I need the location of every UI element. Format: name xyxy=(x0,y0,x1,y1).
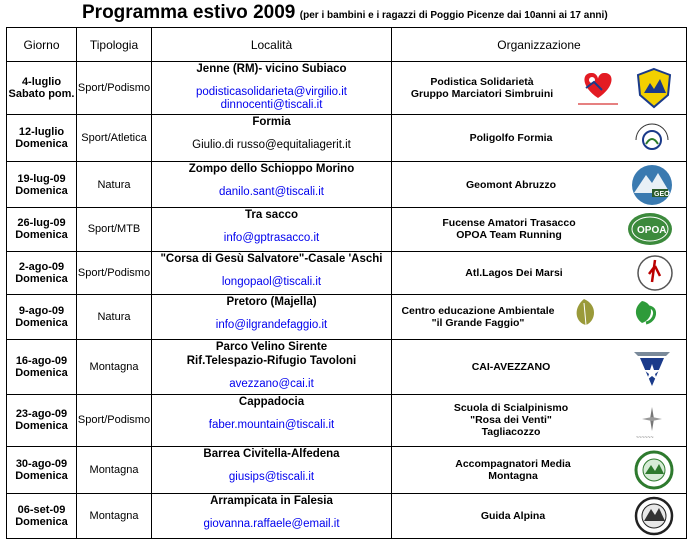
cai-logo xyxy=(630,344,674,390)
table-row xyxy=(7,161,687,207)
cell-organizzazione xyxy=(392,340,687,394)
cell-localita xyxy=(152,62,392,115)
day-text: Domenica xyxy=(15,469,68,482)
opoa-logo xyxy=(626,210,674,248)
organization-line: Guida Alpina xyxy=(480,509,546,522)
org-wrap xyxy=(392,162,686,207)
schedule-body xyxy=(7,62,687,539)
contact-email[interactable]: faber.mountain@tiscali.it xyxy=(208,418,335,431)
organization-line: Atl.Lagos Dei Marsi xyxy=(465,266,563,279)
org-logos xyxy=(630,163,686,207)
header-row xyxy=(7,28,687,62)
cell-giorno xyxy=(7,208,77,251)
podistica-solidarieta-logo xyxy=(572,68,624,108)
cell-tipologia: Sport/Podismo xyxy=(77,62,152,115)
contact-email[interactable]: info@ilgrandefaggio.it xyxy=(215,318,328,331)
table-row xyxy=(7,208,687,251)
day-text: Domenica xyxy=(15,272,68,285)
organization-name xyxy=(392,402,630,438)
organization-line: Podistica Solidarietà xyxy=(430,76,534,89)
svg-text:OPOA: OPOA xyxy=(637,225,667,237)
cell-organizzazione xyxy=(392,394,687,446)
organization-line: Fucense Amatori Trasacco xyxy=(442,217,576,230)
header-organizzazione: Organizzazione xyxy=(392,28,687,62)
rosa-dei-venti-logo xyxy=(630,397,674,443)
contact-email[interactable]: giovanna.raffaele@email.it xyxy=(203,517,340,530)
cell-tipologia: Montagna xyxy=(77,340,152,394)
cell-localita xyxy=(152,447,392,493)
svg-text:~~~~~~: ~~~~~~ xyxy=(636,435,654,442)
cell-tipologia: Montagna xyxy=(77,447,152,493)
cell-giorno xyxy=(7,62,77,115)
location-name: Formia xyxy=(252,116,291,129)
contact-email[interactable]: podisticasolidarieta@virgilio.it xyxy=(195,86,348,98)
organization-line: "il Grande Faggio" xyxy=(431,317,525,330)
org-wrap xyxy=(392,115,686,160)
cell-tipologia: Sport/Podismo xyxy=(77,394,152,446)
organization-name xyxy=(392,267,636,279)
contact-email[interactable]: avezzano@cai.it xyxy=(229,378,314,391)
table-row xyxy=(7,294,687,339)
cell-organizzazione xyxy=(392,161,687,207)
contact-email[interactable]: info@gptrasacco.it xyxy=(223,232,320,245)
cell-organizzazione xyxy=(392,115,687,161)
grande-faggio-logo xyxy=(564,295,608,339)
spacer xyxy=(152,176,391,186)
location-name: Tra sacco xyxy=(244,209,299,222)
location-name: Barrea Civitella-Alfedena xyxy=(203,448,340,461)
schedule-table xyxy=(6,27,687,539)
location-name: Parco Velino Sirente xyxy=(215,341,328,354)
table-row xyxy=(7,447,687,493)
cell-giorno xyxy=(7,447,77,493)
location-name: "Corsa di Gesù Salvatore"-Casale 'Aschi xyxy=(160,252,383,265)
cell-localita xyxy=(152,294,392,339)
organization-line: Geomont Abruzzo xyxy=(465,178,557,191)
cell-tipologia: Sport/Podismo xyxy=(77,251,152,294)
organization-line: Centro educazione Ambientale xyxy=(401,305,555,318)
org-logos xyxy=(636,252,686,294)
date-text: 16-ago-09 xyxy=(15,355,68,367)
location-name: Arrampicata in Falesia xyxy=(210,494,333,507)
organization-line: Poligolfo Formia xyxy=(469,132,553,145)
cell-localita xyxy=(152,340,392,394)
location-name: Zompo dello Schioppo Morino xyxy=(188,162,355,175)
organization-name xyxy=(392,179,630,191)
location-name: Cappadocia xyxy=(238,395,305,408)
date-text: 23-ago-09 xyxy=(15,408,68,421)
organization-name xyxy=(392,76,572,100)
org-logos xyxy=(634,450,686,490)
org-wrap xyxy=(392,252,686,294)
org-wrap xyxy=(392,340,686,393)
spacer xyxy=(152,508,391,518)
org-logos xyxy=(630,397,686,443)
table-row xyxy=(7,340,687,394)
cell-organizzazione xyxy=(392,251,687,294)
organization-name xyxy=(392,305,564,329)
spacer xyxy=(152,461,391,471)
spacer xyxy=(152,129,391,139)
cell-localita xyxy=(152,208,392,251)
contact-email[interactable]: dinnocenti@tiscali.it xyxy=(220,99,323,111)
organization-name xyxy=(392,458,634,482)
table-row xyxy=(7,251,687,294)
header-localita: Località xyxy=(152,28,392,62)
org-logos xyxy=(572,67,686,109)
day-text: Domenica xyxy=(15,229,68,242)
spacer xyxy=(152,266,391,276)
day-text: Domenica xyxy=(15,367,68,379)
header-giorno: Giorno xyxy=(7,28,77,62)
organization-name xyxy=(392,510,634,522)
cell-giorno xyxy=(7,340,77,394)
cell-tipologia: Natura xyxy=(77,161,152,207)
spacer xyxy=(152,222,391,232)
org-wrap xyxy=(392,494,686,538)
day-text: Domenica xyxy=(15,317,68,330)
org-wrap xyxy=(392,395,686,446)
day-text: Domenica xyxy=(15,420,68,433)
date-text: 4-luglio xyxy=(21,76,62,89)
cell-giorno xyxy=(7,115,77,161)
cell-tipologia: Sport/Atletica xyxy=(77,115,152,161)
date-text: 2-ago-09 xyxy=(18,260,65,273)
cell-giorno xyxy=(7,251,77,294)
location-name: Rif.Telespazio-Rifugio Tavoloni xyxy=(186,355,357,368)
organization-name xyxy=(392,361,630,373)
date-text: 26-lug-09 xyxy=(17,217,66,230)
cell-tipologia: Sport/MTB xyxy=(77,208,152,251)
location-name: Pretoro (Majella) xyxy=(226,295,317,308)
spacer xyxy=(152,409,391,419)
spacer xyxy=(152,368,391,378)
accompagnatori-logo xyxy=(634,450,674,490)
org-wrap xyxy=(392,208,686,250)
organization-line: Scuola di Scialpinismo xyxy=(453,402,569,415)
guida-alpina-logo xyxy=(634,495,674,537)
day-text: Sabato pom. xyxy=(8,88,75,101)
legambiente-logo xyxy=(618,297,674,337)
organization-name xyxy=(392,217,626,241)
cell-localita xyxy=(152,161,392,207)
table-row xyxy=(7,493,687,538)
cell-giorno xyxy=(7,394,77,446)
contact-email[interactable]: longopaol@tiscali.it xyxy=(221,275,322,288)
geomont-logo xyxy=(630,163,674,207)
lagos-dei-marsi-logo xyxy=(636,252,674,294)
organization-line: Gruppo Marciatori Simbruini xyxy=(410,88,554,101)
contact-email: Giulio.di russo@equitaliagerit.it xyxy=(192,139,351,152)
day-text: Domenica xyxy=(15,515,68,528)
date-text: 30-ago-09 xyxy=(15,457,68,470)
day-text: Domenica xyxy=(15,184,68,197)
location-name: Jenne (RM)- vicino Subiaco xyxy=(196,63,347,75)
contact-email[interactable]: giusips@tiscali.it xyxy=(228,471,315,484)
cell-tipologia: Natura xyxy=(77,294,152,339)
org-logos xyxy=(630,118,686,158)
org-wrap xyxy=(392,447,686,492)
cell-giorno xyxy=(7,493,77,538)
organization-line: Montagna xyxy=(488,469,538,482)
cell-organizzazione xyxy=(392,447,687,493)
organization-line: OPOA Team Running xyxy=(456,229,562,242)
page-title xyxy=(82,2,608,26)
org-logos xyxy=(634,495,686,537)
cell-giorno xyxy=(7,161,77,207)
cell-localita xyxy=(152,493,392,538)
organization-line: CAI-AVEZZANO xyxy=(471,361,551,373)
table-row xyxy=(7,62,687,115)
date-text: 12-luglio xyxy=(18,126,65,139)
organization-name xyxy=(392,132,630,144)
organization-line: Tagliacozzo xyxy=(481,426,541,439)
cell-organizzazione xyxy=(392,294,687,339)
cell-giorno xyxy=(7,294,77,339)
cell-organizzazione xyxy=(392,493,687,538)
table-row xyxy=(7,115,687,161)
cell-organizzazione xyxy=(392,62,687,115)
contact-email[interactable]: danilo.sant@tiscali.it xyxy=(219,185,324,198)
org-logos xyxy=(564,295,686,339)
marciatori-simbruini-logo xyxy=(634,67,674,109)
table-row xyxy=(7,394,687,446)
date-text: 19-lug-09 xyxy=(17,172,66,185)
cell-organizzazione xyxy=(392,208,687,251)
spacer xyxy=(152,76,391,86)
cell-localita xyxy=(152,251,392,294)
organization-line: "Rosa dei Venti" xyxy=(470,414,552,427)
org-logos xyxy=(630,344,686,390)
cell-localita xyxy=(152,115,392,161)
day-text: Domenica xyxy=(15,138,68,151)
org-wrap xyxy=(392,62,686,114)
date-text: 06-set-09 xyxy=(17,503,66,516)
org-wrap xyxy=(392,295,686,339)
org-logos xyxy=(626,210,686,248)
cell-localita xyxy=(152,394,392,446)
header-tipologia: Tipologia xyxy=(77,28,152,62)
spacer xyxy=(152,309,391,319)
title-main: Programma estivo 2009 xyxy=(82,2,296,23)
organization-line: Accompagnatori Media xyxy=(455,457,571,470)
svg-text:GEO: GEO xyxy=(654,190,670,198)
cell-tipologia: Montagna xyxy=(77,493,152,538)
date-text: 9-ago-09 xyxy=(18,305,65,318)
title-subtitle: (per i bambini e i ragazzi di Poggio Picenze dai 10anni ai 17 anni) xyxy=(299,10,608,21)
poligolfo-logo xyxy=(630,118,674,158)
